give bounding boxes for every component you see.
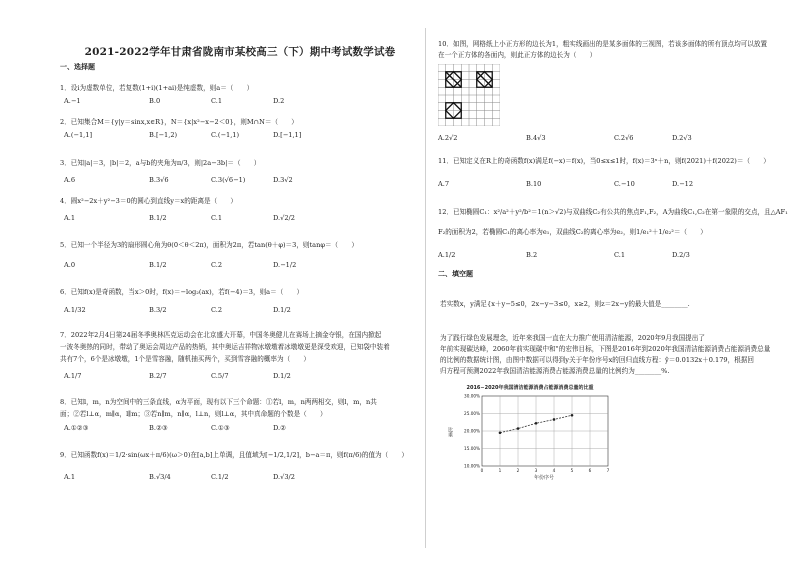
chart-xlabel: 年份序号 [533,475,555,481]
option: C.2 [211,306,223,314]
question-8-options [64,424,286,432]
option: B.[−1,2) [149,131,178,139]
option: B.②③ [149,424,168,432]
option: C.3(√6−1) [211,176,246,184]
option: C.①③ [211,424,230,432]
option: D.1/2 [273,372,291,380]
question-1-options [64,97,284,105]
option: B.1/2 [149,214,167,222]
question-4: 4．圆x²−2x＋y²−3＝0的圆心到直线y＝x的距离是（ ） [60,197,238,205]
option: B.2 [526,251,538,259]
y-tick-label: 30.00% [464,393,480,399]
question-10-line-1: 10．如图，网格纸上小正方形的边长为1，粗实线画出的是某多面体的三视图，若该多面体的所有顶点均可以放置 [438,40,768,48]
option: A.1 [64,473,76,481]
option: B.3/2 [149,306,167,314]
question-5-options [64,261,296,269]
question-12-line-1: 12．已知椭圆C₁：x²/a²＋y²/b²＝1(n＞√2)与双曲线C₂有公共的焦点F₁,F₂，A为曲线C₁,C₂在第一象限的交点，且△AF₁ [438,208,788,216]
option: D.1/2 [273,306,291,314]
x-tick-label: 5 [570,468,574,473]
data-point [517,427,520,430]
question-4-options [64,214,295,222]
x-tick-label: 2 [516,468,520,473]
option: D.[−1,1] [273,131,302,139]
question-3-options [64,176,293,184]
option: A.6 [64,176,76,184]
option: B.√3/4 [149,473,171,481]
y-tick-label: 15.00% [464,446,480,452]
question-11-options [438,180,693,188]
option: C.5/7 [211,372,229,380]
option: A.1/32 [64,306,86,314]
question-13: 若实数x，y满足{x＋y−5≤0，2x−y−3≤0，x≥2，则z＝2x−y的最大值是________. [440,300,690,308]
data-point [553,418,556,421]
y-tick-label: 25.00% [464,411,480,417]
question-6-options [64,306,291,314]
section-choice: 一、选择题 [60,62,95,71]
option: C.1/2 [211,473,229,481]
question-8-line-2: 面；②若l⊥α，m∥α，l∥m；③若n∥m，n∥α，l⊥n，则l⊥α，其中真命题的个数是（ ） [60,410,327,418]
question-11: 11．已知定义在R上的奇函数f(x)满足f(−x)＝f(x)，当0≤x≤1时，f(x)＝3ˣ＋n，则f(2021)＋f(2022)＝（ ） [438,157,770,165]
option: D.−12 [672,180,694,188]
option: A.7 [438,180,450,188]
option: A.2√2 [438,134,458,142]
x-tick-label: 4 [552,468,556,473]
option: A.(−1,1] [64,131,93,139]
option: B.1/2 [149,261,167,269]
question-1: 1．设i为虚数单位，若复数(1+i)(1+ai)是纯虚数，则a＝（ ） [60,84,254,92]
x-tick-label: 6 [588,468,592,473]
option: B.10 [526,180,542,188]
option: D.② [273,424,287,432]
option: C.1 [211,97,223,105]
option: C.−10 [614,180,635,188]
question-2-options [64,131,301,139]
question-2: 2．已知集合M＝{y|y＝sinx,x∈R}，N＝{x|x²−x−2＜0}，则M∩N＝（ ） [60,118,298,126]
option: D.√2/2 [273,214,295,222]
question-7-options [64,372,291,380]
option: B.0 [149,97,161,105]
question-9: 9．已知函数f(x)＝1/2·sin(ωx＋π/6)(ω＞0)在[a,b]上单调，且值域为[−1/2,1/2]，b−a＝π，则f(π/6)的值为（ ） [60,451,409,459]
question-14-line-1: 为了践行绿色发展理念，近年来我国一直在大力推广使用清洁能源，2020年9月我国提出了 [440,334,705,342]
option: C.2 [211,261,223,269]
option: A.−1 [64,97,81,105]
option: C.1 [211,214,223,222]
x-tick-label: 1 [498,468,502,473]
y-tick-label: 10.00% [464,463,480,469]
option: D.√3/2 [273,473,295,481]
question-8-line-1: 8．已知l，m，n为空间中的三条直线，α为平面，现有以下三个命题：①若l，m，n两两相交，则l，m，n共 [60,398,377,406]
data-point [571,414,574,417]
question-7-line-2: 一波冬奥热的同时，带动了奥运会周边产品的热销，其中奥运吉祥物冰墩墩着冰墩墩更是深受欢迎，已知袋中装着 [60,343,390,351]
option: A.1/7 [64,372,82,380]
question-14-line-2: 年前实现碳达峰，2060年前实现碳中和"的宏伟目标，下图是2016年到2020年我国清洁能源消费占能源消费总量 [440,345,771,353]
x-tick-label: 3 [534,468,538,473]
option: A.0 [64,261,76,269]
question-7-line-3: 共有7个，6个是冰墩墩，1个是雪容融，随机抽买两个，买到雪容融的概率为（ ） [60,355,310,363]
option: D.−1/2 [273,261,297,269]
data-point [535,422,538,425]
chart-grid [482,396,608,466]
x-tick-label: 7 [606,468,610,473]
question-10-line-2: 在一个正方体的各面内，则此正方体的边长为（ ） [438,51,597,59]
question-14-line-3: 的比例的数据统计图，由图中数据可以得到y关于年份序号x的回归直线方程：ŷ＝0.0132x＋0.179，根据回 [440,356,754,364]
question-7-line-1: 7．2022年2月4日第24届冬季奥林匹克运动会在北京盛大开幕，中国冬奥健儿在赛场上摘金夺银，在国内掀起 [60,331,382,339]
question-12-line-2: F₂的面积为2，若椭圆C₁的离心率为e₁，双曲线C₂的离心率为e₂，则1/e₁²＋1/e₂²＝（ ） [438,228,707,236]
option: A.①②③ [64,424,89,432]
option: D.2/3 [672,251,690,259]
question-6: 6．已知f(x)是奇函数，当x＞0时，f(x)＝−log₂(ax)，若f(−4)＝3，则a＝（ ） [60,288,304,296]
data-point [499,431,502,434]
clean-energy-chart [440,380,618,482]
option: D.3√2 [273,176,293,184]
x-tick-label: 0 [480,468,484,473]
question-3: 3．已知|a|＝3，|b|＝2，a与b的夹角为π/3，则|2a−3b|＝（ ） [60,159,261,167]
section-fill-blank: 二、填空题 [438,269,473,278]
option: B.3√6 [149,176,169,184]
chart-title: 2016−2020年我国清洁能源消费占能源消费总量的比重 [466,385,594,391]
option: D.2 [273,97,285,105]
question-9-options [64,473,295,481]
question-12-options [438,251,690,259]
chart-ylabel: 比重 [447,427,453,437]
question-14-line-4: 归方程可预测2022年我国清洁能源消费占能源消费总量的比例约为________%. [440,367,670,375]
option: C.2√6 [614,134,634,142]
column-divider [425,28,426,548]
question-10-options [438,134,692,142]
option: B.2/7 [149,372,167,380]
option: C.1 [614,251,626,259]
y-tick-label: 20.00% [464,428,480,434]
option: B.4√3 [526,134,546,142]
option: A.1 [64,214,76,222]
option: A.1/2 [438,251,456,259]
question-5: 5．已知一个半径为3的扇形圆心角为θ(0＜θ＜2π)，面积为2π，若tan(θ＋φ)＝3，则tanφ＝（ ） [60,241,358,249]
option: D.2√3 [672,134,692,142]
option: C.(−1,1) [211,131,240,139]
paper-title: 2021-2022学年甘肃省陇南市某校高三（下）期中考试数学试卷 [84,46,396,58]
three-view-grid-figure [438,64,500,126]
